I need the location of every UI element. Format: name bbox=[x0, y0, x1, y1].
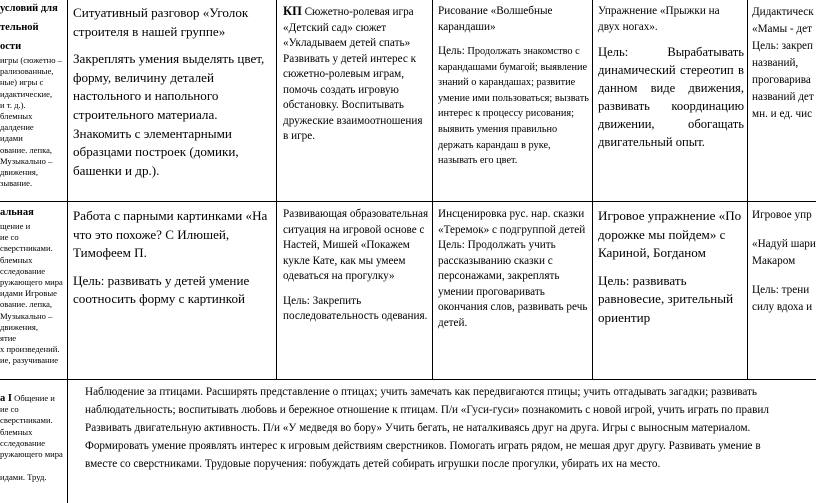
row2-c4-p1: Игровое упражнение «По дорожке мы пойдем» с Кариной, Богданом bbox=[598, 208, 742, 261]
left1-line: и т. д.). bbox=[0, 99, 26, 110]
left1-line: игры (сюжетно – bbox=[0, 55, 62, 65]
row2-c4-p2: Цель: развивать равновесие, зрительный ориентир bbox=[598, 272, 734, 325]
row1-c5-line: названий дет bbox=[752, 91, 814, 103]
left1-line: Музыкально – bbox=[0, 155, 53, 166]
left2-line: ование. лепка, bbox=[0, 299, 53, 310]
left1-title-0: условий для bbox=[0, 3, 58, 14]
row1-cell-2 bbox=[283, 4, 429, 199]
row3-walk-cell bbox=[85, 383, 816, 483]
row2-cell-4 bbox=[598, 207, 744, 377]
row3-line: Развивать двигательную активность. П/и «У медведя во бору» Учить бегать, не наталкиваясь друг на друга. Игры с выносным материалом. bbox=[85, 422, 751, 434]
row1-c4-title: Упражнение «Прыжки на двух ногах». bbox=[598, 5, 720, 33]
row1-c2-text: Сюжетно-ролевая игра «Детский сад» сюжет «Укладываем детей спать» Развивать у детей интерес к сюжетно-ролевым играм, помочь создать игровую обстановку. Воспитывать дружеские взаимоотношения в игре. bbox=[283, 6, 423, 142]
row1-c5-line: Дидактическ bbox=[752, 6, 814, 18]
left-cell-2 bbox=[0, 206, 66, 378]
row1-c3-goal-label: Цель: bbox=[438, 45, 465, 57]
left2-line: ие, разучивание bbox=[0, 355, 59, 366]
left1-line: далдение bbox=[0, 122, 34, 133]
row1-c4-goal: Цель: Вырабатывать динамический стереотип в данном виде движения, развивать координацию движении, обогащать двигательный опыт. bbox=[598, 45, 744, 149]
left3-line: сверстниками. bbox=[0, 415, 53, 426]
left1-line: ование. лепка, bbox=[0, 144, 53, 155]
left1-line: рализованные, bbox=[0, 66, 54, 77]
left1-line: блемных bbox=[0, 111, 33, 122]
left1-line: ные) игры с bbox=[0, 77, 44, 88]
row1-c5-line: названий, bbox=[752, 57, 799, 69]
row-divider-1 bbox=[0, 201, 816, 202]
row2-cell-1 bbox=[73, 207, 273, 377]
left3-line: ие со bbox=[0, 404, 19, 415]
row2-c1-p1: Работа с парными картинками «На что это похоже? С Илюшей, Тимофеем П. bbox=[73, 208, 268, 261]
row1-c5-line: Цель: закреп bbox=[752, 40, 814, 52]
left3-line: сследование bbox=[0, 437, 46, 448]
left2-line: ие со bbox=[0, 232, 19, 243]
row2-c5-line: Цель: трени bbox=[752, 284, 810, 296]
left1-title-4: ости bbox=[0, 41, 22, 52]
row3-line: вместе со сверстниками. Трудовые поручения: побуждать детей собирать игрушки после прогулки, убирать их на место. bbox=[85, 458, 661, 470]
row1-cell-3 bbox=[438, 4, 589, 199]
row3-line: наблюдательность; воспитывать любовь и бережное отношение к птицам. П/и «Гуси-гуси» познакомить с новой игрой, учить играть по правил bbox=[85, 404, 769, 416]
col-divider-4 bbox=[747, 0, 748, 380]
row3-line: Формировать умение проявлять интерес к игровым действиям сверстников. Помогать играть рядом, не мешая друг другу. Развивать умение в bbox=[85, 440, 761, 452]
left1-line: идактические, bbox=[0, 88, 53, 99]
left3-title-rest: Общение и bbox=[14, 393, 55, 403]
row1-c1-p1: Ситуативный разговор «Уголок строителя в нашей группе» bbox=[73, 5, 249, 39]
left2-line: ружающего мира bbox=[0, 277, 63, 288]
left-cell-1 bbox=[0, 0, 66, 200]
row1-c5-line: проговарива bbox=[752, 74, 811, 86]
row1-c5-line: «Мамы - дет bbox=[752, 23, 812, 35]
left2-line: Музыкально – bbox=[0, 310, 53, 321]
col-divider-2 bbox=[432, 0, 433, 380]
left2-line: х произведений. bbox=[0, 344, 60, 355]
row2-c1-p2: Цель: развивать у детей умение соотносить форму с картинкой bbox=[73, 272, 250, 307]
row2-c2-p2: Цель: Закрепить последовательность одевания. bbox=[283, 294, 428, 322]
row-divider-2 bbox=[0, 379, 816, 380]
left1-line: идами bbox=[0, 133, 23, 144]
left-cell-3 bbox=[0, 393, 66, 503]
row2-c5-line: Макаром bbox=[752, 255, 796, 267]
left1-title-2: тельной bbox=[0, 22, 39, 33]
left2-line: движения, bbox=[0, 321, 38, 332]
left3-title: а I bbox=[0, 393, 12, 404]
left2-title: альная bbox=[0, 207, 34, 218]
row1-cell-1 bbox=[73, 4, 273, 199]
row2-c2-p1: Развивающая образовательная ситуация на игровой основе с Настей, Мишей «Покажем кукле Катe, как мы умеем одеваться на прогулку» bbox=[283, 208, 429, 282]
row1-c1-p3: Знакомить с элементарными образцами построек (домики, башенки и др.). bbox=[73, 125, 239, 178]
row3-line: Наблюдение за птицами. Расширять представление о птицах; учить замечать как передвигаются птицы; учить отгадывать загадки; развивать bbox=[85, 386, 758, 398]
left1-line: зывание. bbox=[0, 178, 33, 189]
row1-cell-5 bbox=[752, 4, 816, 199]
row2-c5-line: Игровое упр bbox=[752, 209, 812, 221]
left2-line: идами Игровые bbox=[0, 288, 57, 299]
left1-line: движения, bbox=[0, 167, 38, 178]
col-divider-1 bbox=[276, 0, 277, 380]
row2-c3-text: Инсценировка рус. нар. сказки «Теремок» с подгруппой детей Цель: Продолжать учить рассказыванию сказки с персонажами, закреплять умении проговаривать окончания слов, развивать речь детей. bbox=[438, 208, 588, 329]
row2-cell-2 bbox=[283, 207, 429, 377]
left3-line: идами. Труд. bbox=[0, 472, 47, 483]
row1-c3-title: Рисование «Волшебные карандаши» bbox=[438, 5, 553, 33]
left3-line: ружающего мира bbox=[0, 449, 63, 460]
col-divider-0 bbox=[67, 0, 68, 503]
row1-c5-line: мн. и ед. чис bbox=[752, 108, 813, 120]
row1-c3-goal: Продолжать знакомство с карандашами бумагой; выявление знаний о карандашах; развитие умение ими пользоваться; вызвать интерес к процессу рисования; выявить умения правильно держать карандаш в руке, называть его цвет. bbox=[438, 46, 589, 167]
row2-cell-5 bbox=[752, 207, 816, 377]
row2-cell-3 bbox=[438, 207, 589, 377]
row1-c2-kp: КП bbox=[283, 4, 302, 18]
left2-line: блемных bbox=[0, 254, 33, 265]
left2-line: ятие bbox=[0, 333, 17, 344]
left3-line: блемных bbox=[0, 426, 33, 437]
row1-c1-p2: Закреплять умения выделять цвет, форму, величину деталей настольного и напольного строительного материала. bbox=[73, 51, 265, 122]
left2-line: щение и bbox=[0, 221, 31, 231]
row2-c5-line: силу вдоха и bbox=[752, 301, 813, 313]
left2-line: сследование bbox=[0, 265, 46, 276]
row2-c5-line: «Надуй шари bbox=[752, 238, 816, 250]
col-divider-3 bbox=[592, 0, 593, 380]
left2-line: сверстниками. bbox=[0, 243, 53, 254]
row1-cell-4 bbox=[598, 4, 744, 199]
